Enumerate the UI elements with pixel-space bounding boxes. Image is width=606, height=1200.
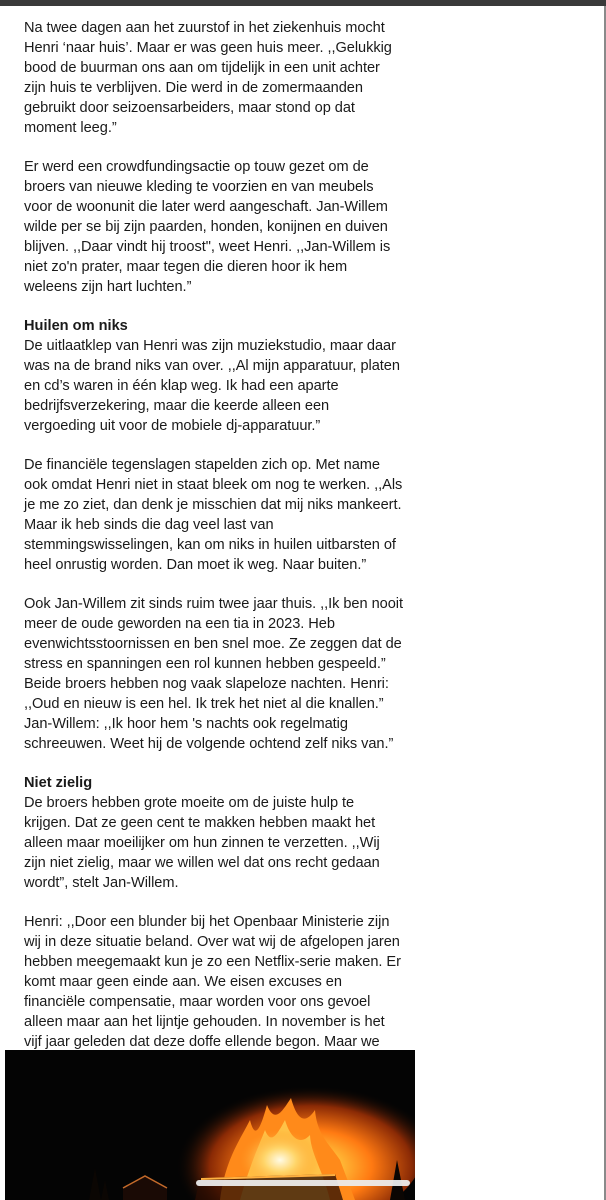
paragraph-hulp: De broers hebben grote moeite om de juiste hulp te krijgen. Dat ze geen cent te makken hebben maakt het alleen maar moeilijker om hun zinnen te verzetten. ,,Wij zijn niet zielig, maar we willen wel dat ons recht gedaan wordt”, stelt Jan-Willem. xyxy=(24,795,380,891)
paragraph-tegenslagen: De financiële tegenslagen stapelden zich op. Met name ook omdat Henri niet in staat bleek om nog te werken. ,,Als je me zo ziet, dan denk je misschien dat mij niks mankeert. Maar ik heb sinds die dag veel last van stemmingswisselingen, kan om niks in huilen uitbarsten of heel onrustig worden. Dan moet ik weg. Naar buiten.” xyxy=(24,457,403,573)
subheading-huilen-om-niks: Huilen om niks xyxy=(24,318,128,334)
top-bar xyxy=(0,0,606,6)
subheading-niet-zielig: Niet zielig xyxy=(24,775,93,791)
article-body xyxy=(24,18,404,1091)
fire-photo xyxy=(5,1050,415,1200)
paragraph-muziekstudio: De uitlaatklep van Henri was zijn muziekstudio, maar daar was na de brand niks van over. ,,Al mijn apparatuur, platen en cd’s waren in één klap weg. Ik had een aparte bedrijfsverzekering, maar die keerde alleen een vergoeding uit voor de mobiele dj-apparatuur.” xyxy=(24,338,400,434)
paragraph-zuurstof: Na twee dagen aan het zuurstof in het ziekenhuis mocht Henri ‘naar huis’. Maar er was geen huis meer. ,,Gelukkig bood de buurman ons aan om tijdelijk in een unit achter zijn huis te verblijven. Die werd in de zomermaanden gebruikt door seizoensarbeiders, maar stond op dat moment leeg.” xyxy=(24,20,392,136)
scroll-bar[interactable] xyxy=(196,1180,410,1186)
paragraph-jan-willem: Ook Jan-Willem zit sinds ruim twee jaar thuis. ,,Ik ben nooit meer de oude geworden na een tia in 2023. Heb evenwichtsstoornissen en ben snel moe. Ze zeggen dat de stress en spanningen een rol kunnen hebben gespeeld.” Beide broers hebben nog vaak slapeloze nachten. Henri: ,,Oud en nieuw is een hel. Ik trek het niet al die knallen.” Jan-Willem: ,,Ik hoor hem 's nachts ook regelmatig schreeuwen. Weet hij de volgende ochtend zelf niks van.” xyxy=(24,596,403,752)
paragraph-blunder: Henri: ,,Door een blunder bij het Openbaar Ministerie zijn wij in deze situatie beland. Over wat wij de afgelopen jaren hebben meegemaakt kun je zo een Netflix-serie maken. Er komt maar geen einde aan. We eisen excuses en financiële compensatie, maar worden voor ons gevoel alleen maar aan het lijntje gehouden. In november is het vijf jaar geleden dat deze doffe ellende begon. Maar we xyxy=(24,914,401,1050)
paragraph-crowdfunding: Er werd een crowdfundingsactie op touw gezet om de broers van nieuwe kleding te voorzien en van meubels voor de woonunit die later werd aangeschaft. Jan-Willem wilde per se bij zijn paarden, honden, konijnen en duiven blijven. ,,Daar vindt hij troost", weet Henri. ,,Jan-Willem is niet zo'n prater, maar tegen die dieren hoor ik hem weleens zijn hart luchten.” xyxy=(24,159,391,295)
